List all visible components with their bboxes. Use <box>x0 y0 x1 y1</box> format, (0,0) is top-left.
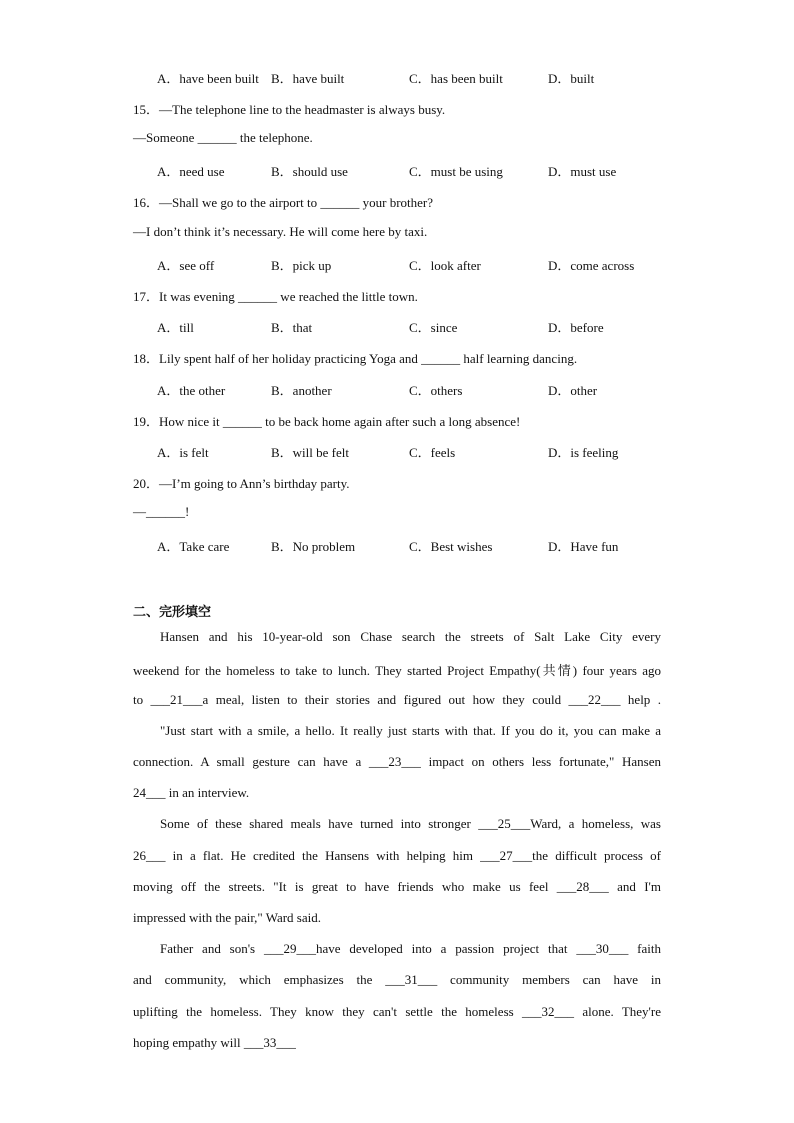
question-14-options <box>0 68 794 86</box>
option-a[interactable]: A．need use <box>157 164 225 179</box>
passage-line: impressed with the pair," Ward said. <box>133 910 321 925</box>
question-19-options <box>0 442 794 460</box>
option-c[interactable]: C．look after <box>409 258 481 273</box>
option-b[interactable]: B．will be felt <box>271 445 349 460</box>
option-c[interactable]: C．Best wishes <box>409 539 493 554</box>
question-16-reply: —I don’t think it’s necessary. He will come here by taxi. <box>133 224 428 239</box>
question-16-options <box>0 255 794 273</box>
question-17-stem: 17．It was evening ______ we reached the little town. <box>133 289 418 304</box>
question-15-reply: —Someone ______ the telephone. <box>133 130 313 145</box>
option-a[interactable]: A．till <box>157 320 194 335</box>
question-20-reply: —______! <box>133 504 190 519</box>
option-c[interactable]: C．since <box>409 320 458 335</box>
option-b[interactable]: B．have built <box>271 71 345 86</box>
passage-line: Some of these shared meals have turned into stronger ___25___Ward, a homeless, was <box>160 816 661 831</box>
option-d[interactable]: D．must use <box>548 164 617 179</box>
option-b[interactable]: B．should use <box>271 164 348 179</box>
option-a[interactable]: A．have been built <box>157 71 259 86</box>
option-b[interactable]: B．that <box>271 320 313 335</box>
question-19-stem: 19．How nice it ______ to be back home again after such a long absence! <box>133 414 521 429</box>
option-d[interactable]: D．other <box>548 383 598 398</box>
option-a[interactable]: A．Take care <box>157 539 230 554</box>
passage-line: "Just start with a smile, a hello. It really just starts with that. If you do it, you can make a <box>160 723 661 738</box>
passage-line: Hansen and his 10-year-old son Chase search the streets of Salt Lake City every <box>160 629 661 644</box>
option-d[interactable]: D．come across <box>548 258 635 273</box>
option-c[interactable]: C．others <box>409 383 463 398</box>
passage-line: 26___ in a flat. He credited the Hansens with helping him ___27___the difficult process of <box>133 848 661 863</box>
question-15-stem: 15．—The telephone line to the headmaster is always busy. <box>133 102 446 117</box>
option-b[interactable]: B．No problem <box>271 539 356 554</box>
question-15-options <box>0 161 794 179</box>
option-c[interactable]: C．has been built <box>409 71 503 86</box>
question-18-options <box>0 380 794 398</box>
option-d[interactable]: D．is feeling <box>548 445 619 460</box>
option-b[interactable]: B．pick up <box>271 258 332 273</box>
option-c[interactable]: C．must be using <box>409 164 503 179</box>
option-a[interactable]: A．the other <box>157 383 226 398</box>
question-18-stem: 18．Lily spent half of her holiday practicing Yoga and ______ half learning dancing. <box>133 351 578 366</box>
option-a[interactable]: A．is felt <box>157 445 209 460</box>
passage-line: 24___ in an interview. <box>133 785 250 800</box>
option-c[interactable]: C．feels <box>409 445 456 460</box>
passage-line: weekend for the homeless to take to lunch. They started Project Empathy(共情) four years ago <box>133 663 661 678</box>
passage-line: uplifting the homeless. They know they can't settle the homeless ___32___ alone. They're <box>133 1004 661 1019</box>
passage-line: connection. A small gesture can have a ___23___ impact on others less fortunate," Hansen <box>133 754 661 769</box>
option-d[interactable]: D．before <box>548 320 604 335</box>
passage-line: hoping empathy will ___33___ <box>133 1035 296 1050</box>
passage-line: and community, which emphasizes the ___31___ community members can have in <box>133 972 661 987</box>
option-d[interactable]: D．built <box>548 71 595 86</box>
option-d[interactable]: D．Have fun <box>548 539 619 554</box>
option-b[interactable]: B．another <box>271 383 332 398</box>
question-16-stem: 16．—Shall we go to the airport to ______ your brother? <box>133 195 434 210</box>
section-title: 二、完形填空 <box>133 605 212 620</box>
passage-line: moving off the streets. "It is great to have friends who make us feel ___28___ and I'm <box>133 879 661 894</box>
question-20-stem: 20．—I’m going to Ann’s birthday party. <box>133 476 350 491</box>
question-17-options <box>0 317 794 335</box>
passage-line: Father and son's ___29___have developed into a passion project that ___30___ faith <box>160 941 661 956</box>
question-20-options <box>0 536 794 554</box>
passage-line: to ___21___a meal, listen to their stories and figured out how they could ___22___ help . <box>133 692 661 707</box>
option-a[interactable]: A．see off <box>157 258 215 273</box>
